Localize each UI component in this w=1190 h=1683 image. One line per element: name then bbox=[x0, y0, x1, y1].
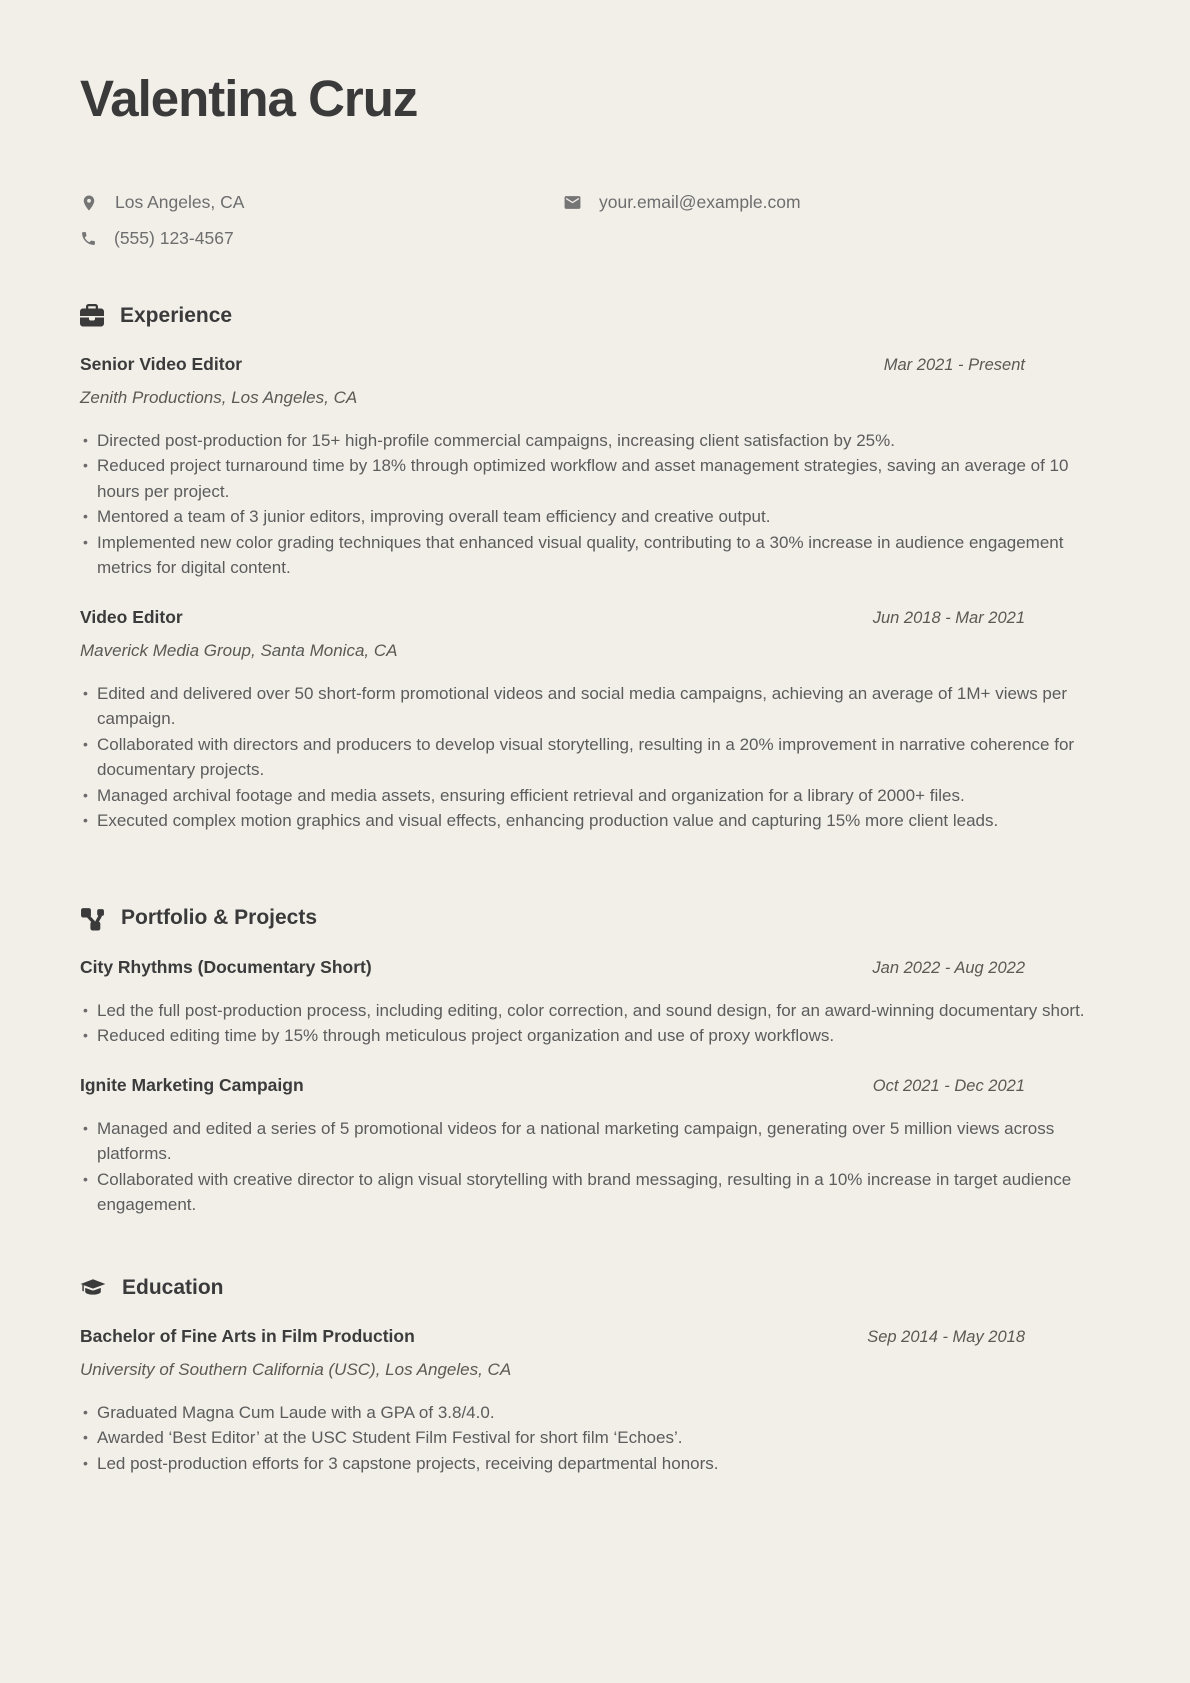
education-entry-1 bbox=[80, 1326, 1110, 1477]
contact-section bbox=[80, 190, 1110, 252]
bullet-item: • Reduced editing time by 15% through meticulous project organization and use of proxy workflows. bbox=[80, 1023, 1110, 1049]
contact-location bbox=[80, 192, 563, 214]
bullet-list bbox=[80, 428, 1110, 581]
entry-date: Oct 2021 - Dec 2021 bbox=[872, 1076, 1025, 1095]
entry-date: Mar 2021 - Present bbox=[883, 355, 1025, 374]
entry-subtitle: University of Southern California (USC), Los Angeles, CA bbox=[80, 1359, 512, 1379]
graduation-cap-icon bbox=[80, 1277, 106, 1299]
bullet-item: • Managed and edited a series of 5 promotional videos for a national marketing campaign, generating over 5 million views across platforms. bbox=[80, 1116, 1110, 1167]
bullet-list bbox=[80, 681, 1110, 834]
bullet-item: • Implemented new color grading techniques that enhanced visual quality, contributing to a 30% increase in audience engagement metrics for digital content. bbox=[80, 530, 1110, 581]
bullet-list bbox=[80, 1400, 1110, 1477]
bullet-list bbox=[80, 998, 1110, 1049]
entry-header bbox=[80, 957, 1110, 978]
section-title-education: Education bbox=[122, 1275, 224, 1299]
entry-title: Ignite Marketing Campaign bbox=[80, 1074, 304, 1095]
section-header-portfolio bbox=[80, 906, 1110, 931]
entry-header bbox=[80, 1075, 1110, 1096]
bullet-item: • Executed complex motion graphics and visual effects, enhancing production value and capturing 15% more client leads. bbox=[80, 808, 1110, 834]
portfolio-entry-1 bbox=[80, 957, 1110, 1049]
bullet-list bbox=[80, 1116, 1110, 1218]
bullet-item: • Reduced project turnaround time by 18% through optimized workflow and asset management strategies, saving an average of 10 hours per project. bbox=[80, 453, 1110, 504]
project-diagram-icon bbox=[80, 906, 105, 931]
section-title-portfolio: Portfolio & Projects bbox=[121, 906, 318, 930]
experience-entry-1 bbox=[80, 354, 1110, 581]
phone-icon bbox=[80, 230, 97, 247]
bullet-item: • Led post-production efforts for 3 capstone projects, receiving departmental honors. bbox=[80, 1451, 1110, 1477]
entry-title: City Rhythms (Documentary Short) bbox=[80, 956, 372, 977]
entry-title: Video Editor bbox=[80, 606, 183, 627]
entry-title: Bachelor of Fine Arts in Film Production bbox=[80, 1325, 415, 1346]
briefcase-icon bbox=[80, 304, 104, 328]
section-header-experience bbox=[80, 304, 1110, 328]
entry-date: Jan 2022 - Aug 2022 bbox=[872, 958, 1025, 977]
contact-location-text: Los Angeles, CA bbox=[115, 192, 245, 213]
bullet-item: • Graduated Magna Cum Laude with a GPA of 3.8/4.0. bbox=[80, 1400, 1110, 1426]
resume-name: Valentina Cruz bbox=[80, 70, 418, 127]
envelope-icon bbox=[563, 193, 582, 212]
entry-header bbox=[80, 354, 1110, 375]
entry-subtitle: Zenith Productions, Los Angeles, CA bbox=[80, 387, 358, 407]
bullet-item: • Mentored a team of 3 junior editors, improving overall team efficiency and creative output. bbox=[80, 504, 1110, 530]
contact-email bbox=[563, 192, 1110, 213]
bullet-item: • Edited and delivered over 50 short-form promotional videos and social media campaigns, achieving an average of 1M+ views per campaign. bbox=[80, 681, 1110, 732]
experience-entry-2 bbox=[80, 607, 1110, 834]
contact-phone bbox=[80, 228, 563, 249]
entry-header bbox=[80, 1326, 1110, 1347]
location-pin-icon bbox=[80, 192, 98, 214]
portfolio-entry-2 bbox=[80, 1075, 1110, 1218]
section-title-experience: Experience bbox=[120, 303, 233, 327]
bullet-item: • Led the full post-production process, including editing, color correction, and sound design, for an award-winning documentary short. bbox=[80, 998, 1110, 1024]
contact-phone-text: (555) 123-4567 bbox=[114, 228, 234, 249]
bullet-item: • Awarded ‘Best Editor’ at the USC Student Film Festival for short film ‘Echoes’. bbox=[80, 1425, 1110, 1451]
entry-header bbox=[80, 607, 1110, 628]
bullet-item: • Collaborated with creative director to align visual storytelling with brand messaging, resulting in a 10% increase in target audience engagement. bbox=[80, 1167, 1110, 1218]
bullet-item: • Collaborated with directors and producers to develop visual storytelling, resulting in a 20% improvement in narrative coherence for documentary projects. bbox=[80, 732, 1110, 783]
entry-title: Senior Video Editor bbox=[80, 353, 243, 374]
bullet-item: • Directed post-production for 15+ high-profile commercial campaigns, increasing client satisfaction by 25%. bbox=[80, 428, 1110, 454]
contact-email-text: your.email@example.com bbox=[599, 192, 801, 213]
section-header-education bbox=[80, 1276, 1110, 1300]
entry-date: Sep 2014 - May 2018 bbox=[867, 1327, 1025, 1346]
entry-date: Jun 2018 - Mar 2021 bbox=[872, 608, 1025, 627]
bullet-item: • Managed archival footage and media assets, ensuring efficient retrieval and organization for a library of 2000+ files. bbox=[80, 783, 1110, 809]
entry-subtitle: Maverick Media Group, Santa Monica, CA bbox=[80, 640, 398, 660]
